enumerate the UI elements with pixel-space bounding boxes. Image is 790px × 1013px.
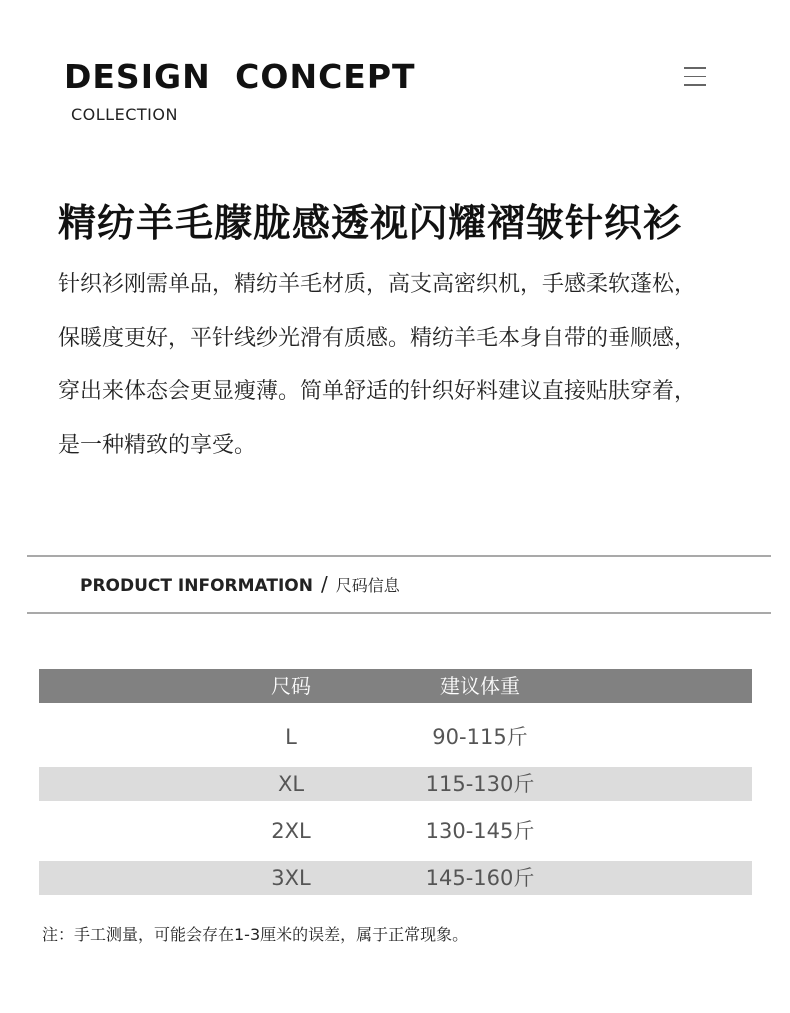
menu-icon-bar [684, 84, 706, 86]
cell-size: 2XL [271, 819, 311, 843]
cell-weight: 115-130斤 [425, 772, 535, 796]
hamburger-menu-icon[interactable] [684, 67, 706, 87]
product-title: 精纺羊毛朦胧感透视闪耀褶皱针织衫 [58, 201, 683, 245]
cell-weight: 130-145斤 [425, 819, 535, 843]
menu-icon-bar [684, 67, 706, 69]
product-info-heading-cn: 尺码信息 [335, 576, 400, 595]
measurement-footnote: 注：手工测量，可能会存在1-3厘米的误差，属于正常现象。 [42, 925, 469, 944]
cell-size: L [285, 725, 297, 749]
description-line: 保暖度更好，平针线纱光滑有质感。精纺羊毛本身自带的垂顺感， [58, 325, 697, 351]
description-line: 是一种精致的享受。 [58, 432, 257, 458]
description-line: 穿出来体态会更显瘦薄。简单舒适的针织好料建议直接贴肤穿着， [58, 379, 697, 404]
cell-weight: 145-160斤 [425, 866, 535, 890]
size-table [39, 669, 752, 895]
table-row [39, 861, 752, 895]
table-row [39, 720, 752, 754]
cell-size: 3XL [271, 866, 311, 890]
header-weight: 建议体重 [440, 674, 520, 698]
brand-subtitle: COLLECTION [71, 105, 178, 124]
product-description [58, 262, 738, 476]
heading-separator: / [320, 572, 328, 596]
cell-size: XL [277, 772, 305, 796]
table-header-row [39, 669, 752, 703]
header-size: 尺码 [271, 674, 311, 698]
product-info-heading [80, 572, 400, 596]
divider-bottom [27, 612, 771, 614]
brand-title: DESIGN CONCEPT [64, 57, 416, 96]
menu-icon-bar [684, 76, 706, 78]
table-row [39, 767, 752, 801]
table-row [39, 814, 752, 848]
divider-top [27, 555, 771, 557]
product-info-heading-en: PRODUCT INFORMATION [80, 576, 313, 596]
cell-weight: 90-115斤 [432, 725, 528, 749]
description-line: 针织衫刚需单品，精纺羊毛材质，高支高密织机，手感柔软蓬松， [58, 272, 697, 297]
